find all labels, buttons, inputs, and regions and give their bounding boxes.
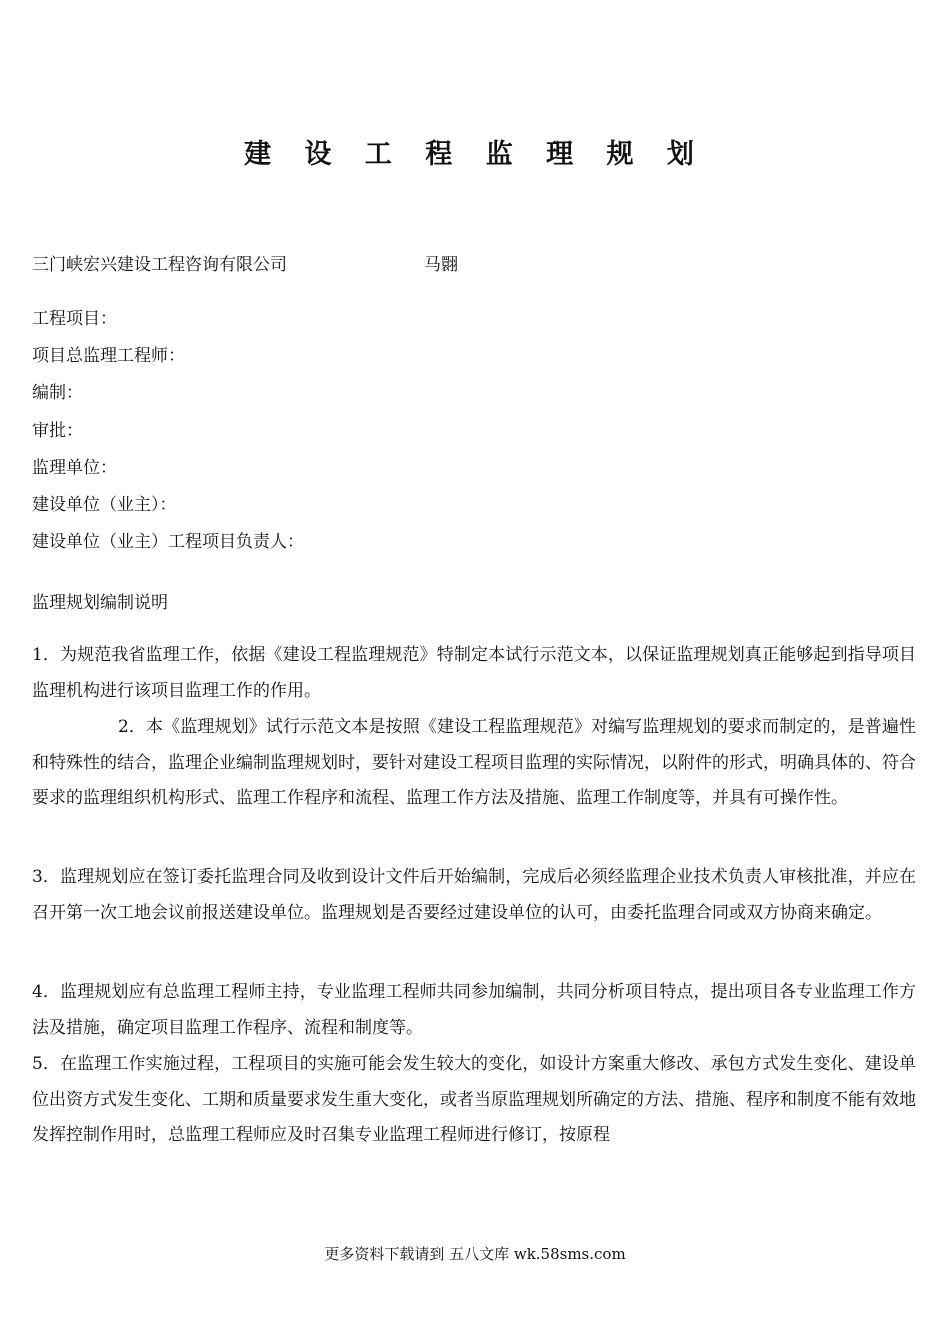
section-heading: 监理规划编制说明 bbox=[32, 593, 168, 613]
field-owner: 建设单位（业主）： bbox=[32, 494, 177, 515]
field-approved-by: 审批： bbox=[32, 420, 83, 441]
paragraph-3: 3．监理规划应在签订委托监理合同及收到设计文件后开始编制，完成后必须经监理企业技术负责人审核批准，并应在召开第一次工地会议前报送建设单位。监理规划是否要经过建设单位的认可，由委托监理合同或双方协商来确定。 bbox=[32, 867, 916, 923]
field-prepared-by: 编制： bbox=[32, 383, 83, 404]
form-fields bbox=[32, 306, 304, 566]
document-title: 建 设 工 程 监 理 规 划 bbox=[244, 139, 706, 170]
field-chief-engineer: 项目总监理工程师： bbox=[32, 346, 185, 367]
field-owner-project-lead: 建设单位（业主）工程项目负责人： bbox=[32, 532, 304, 553]
author-line bbox=[32, 250, 458, 275]
company-name: 三门峡宏兴建设工程咨询有限公司 bbox=[32, 255, 287, 275]
paragraph-1: 1．为规范我省监理工作，依据《建设工程监理规范》特制定本试行示范文本，以保证监理规划真正能够起到指导项目监理机构进行该项目监理工作的作用。 bbox=[32, 645, 916, 701]
footer-download-link[interactable]: 更多资料下载请到 五八文库 wk.58sms.com bbox=[324, 1245, 626, 1263]
paragraph-2: 2．本《监理规划》试行示范文本是按照《建设工程监理规范》对编写监理规划的要求而制定的，是普遍性和特殊性的结合，监理企业编制监理规划时，要针对建设工程项目监理的实际情况，以附件的形式，明确具体的、符合要求的监理组织机构形式、监理工作程序和流程、监理工作方法及措施、监理工作制度等，并具有可操作性。 bbox=[32, 717, 916, 808]
field-project: 工程项目： bbox=[32, 309, 117, 329]
field-supervision-unit: 监理单位： bbox=[32, 457, 117, 478]
paragraph-5: 5．在监理工作实施过程，工程项目的实施可能会发生较大的变化，如设计方案重大修改、承包方式发生变化、建设单位出资方式发生变化、工期和质量要求发生重大变化，或者当原监理规划所确定的方法、措施、程序和制度不能有效地发挥控制作用时，总监理工程师应及时召集专业监理工程师进行修订，按原程 bbox=[32, 1054, 916, 1145]
author-name: 马翾 bbox=[424, 255, 458, 275]
paragraph-4: 4．监理规划应有总监理工程师主持，专业监理工程师共同参加编制，共同分析项目特点，提出项目各专业监理工作方法及措施，确定项目监理工作程序、流程和制度等。 bbox=[32, 982, 916, 1038]
